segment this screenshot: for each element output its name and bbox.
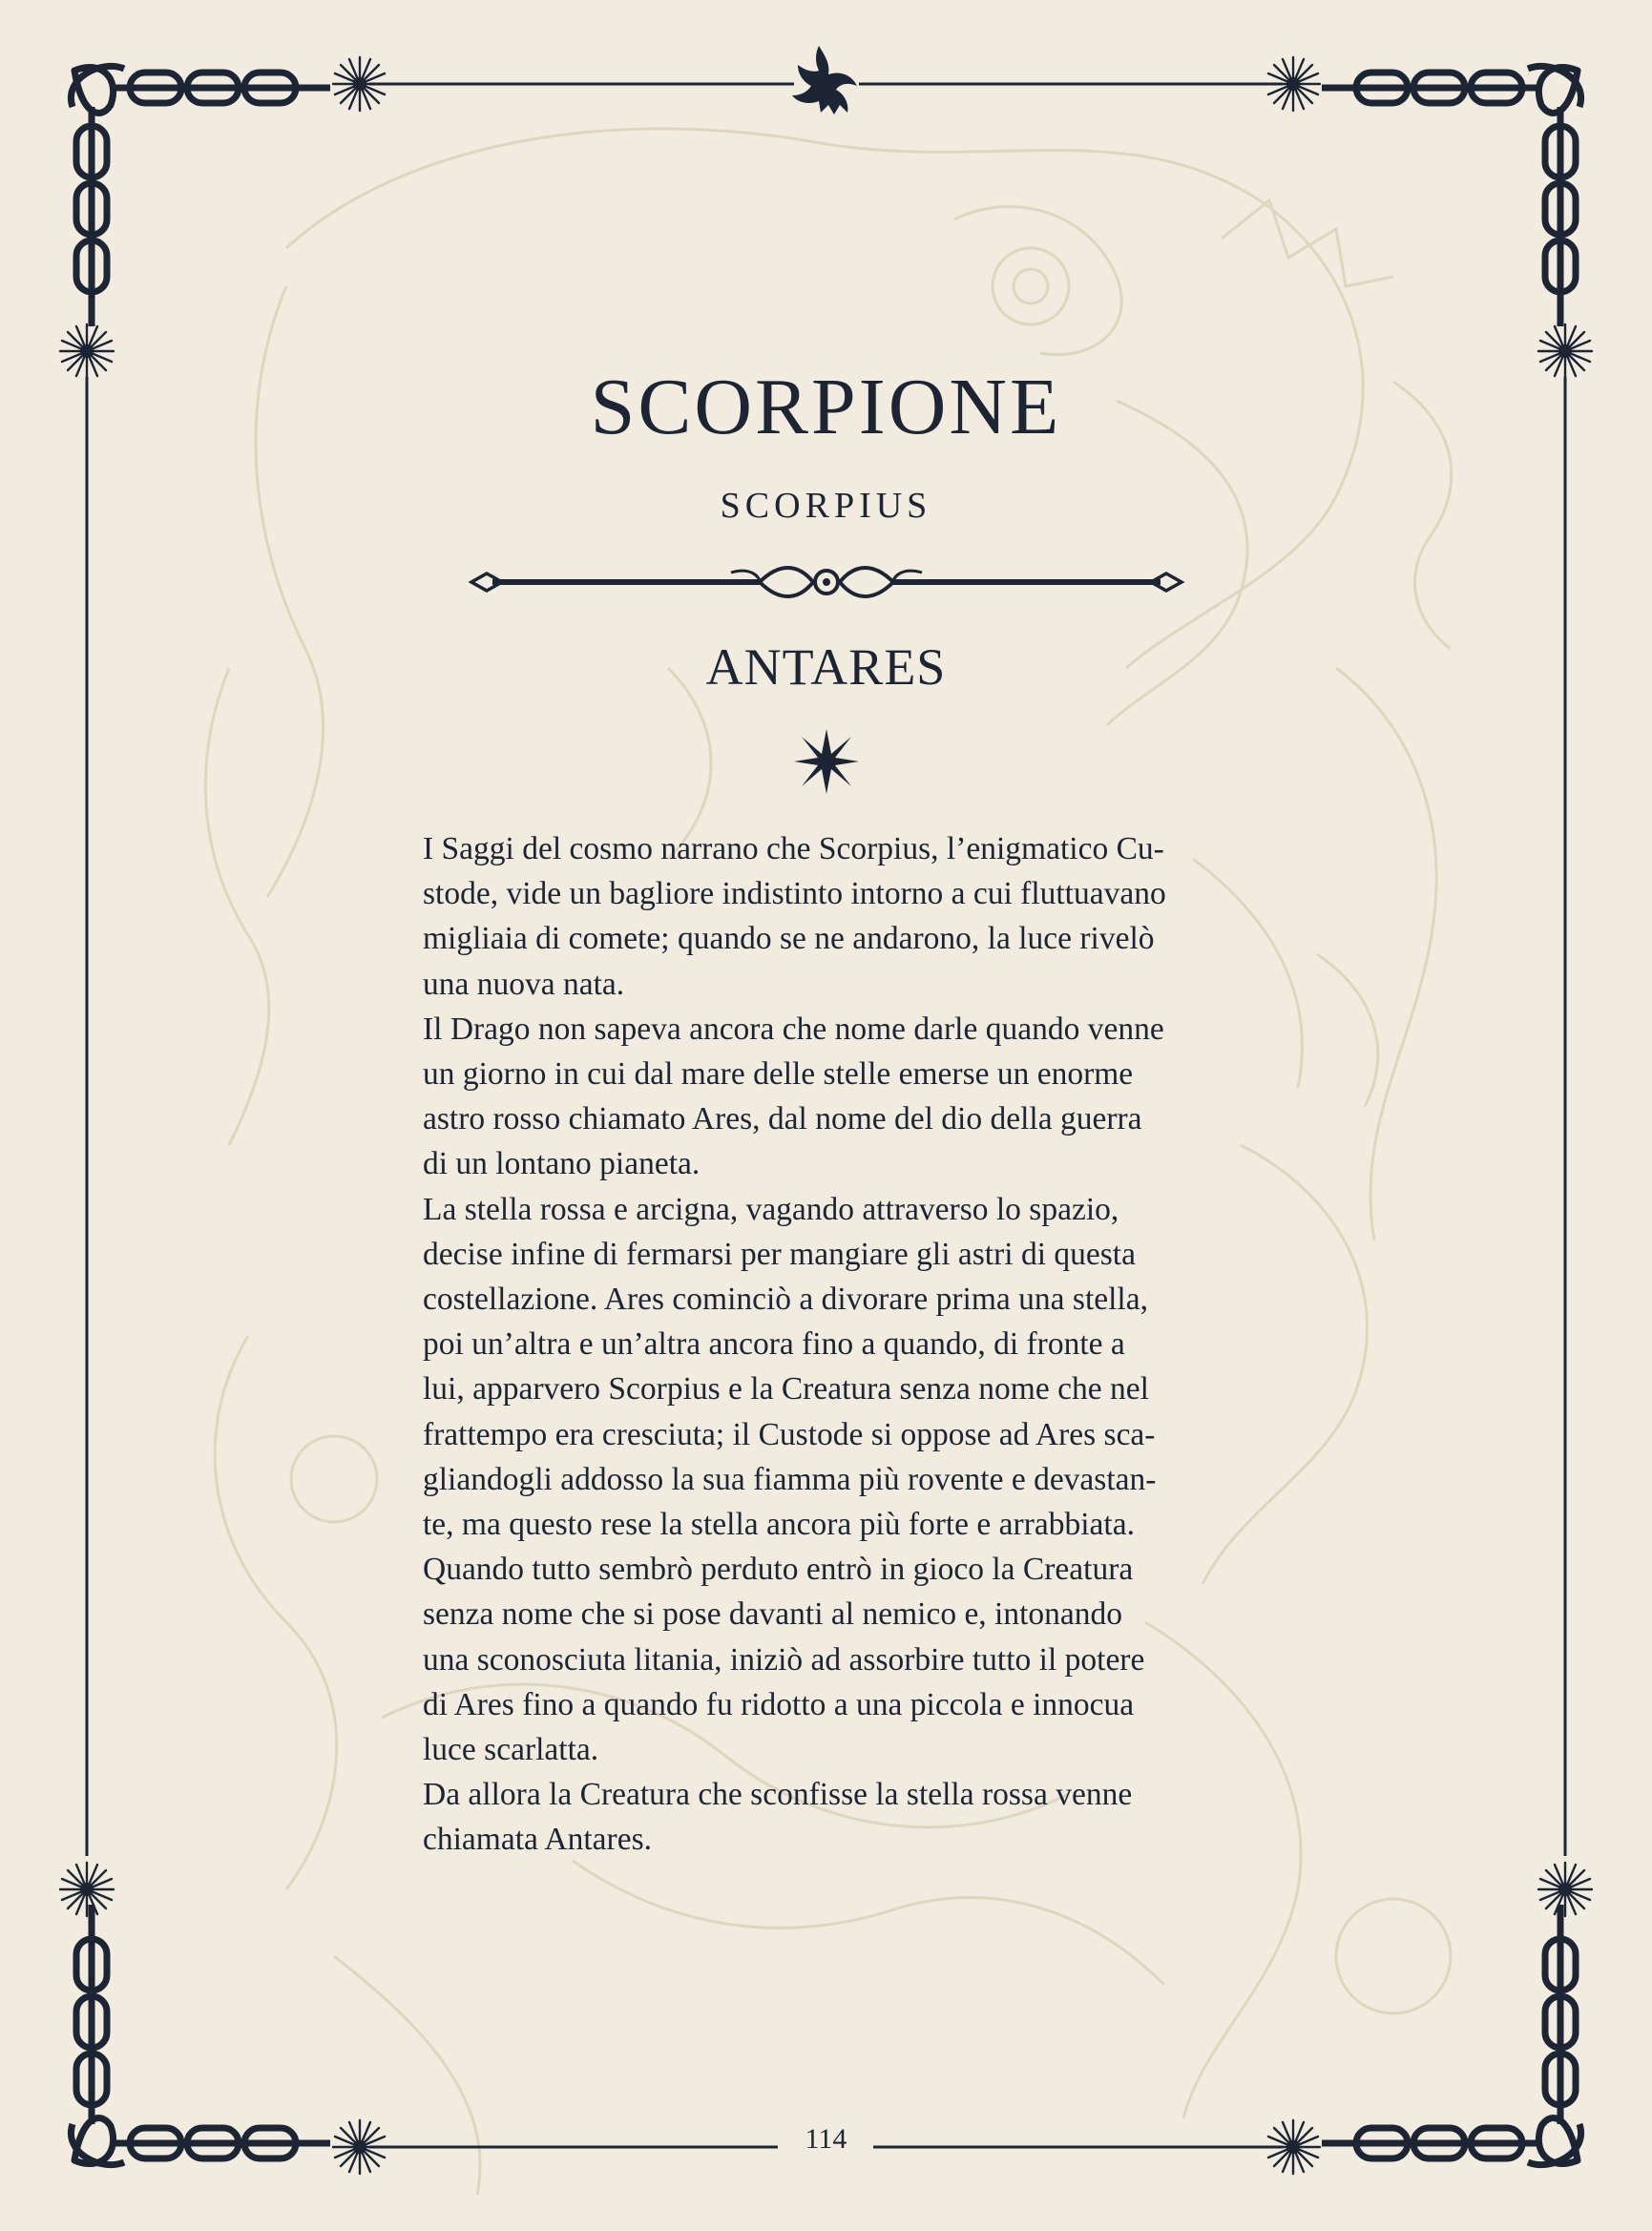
text-line: te, ma questo rese la stella ancora più forte e arrabbiata. [423, 1507, 1135, 1543]
text-line: gliandogli addosso la sua fiamma più rovente e devastan- [423, 1461, 1157, 1497]
text-line: luce scarlatta. [423, 1732, 599, 1768]
text-line: migliaia di comete; quando se ne andarono, la luce rivelò [423, 921, 1155, 957]
text-line: I Saggi del cosmo narrano che Scorpius, l’enigmatico Cu- [423, 831, 1164, 866]
text-line: astro rosso chiamato Ares, dal nome del dio della guerra [423, 1101, 1142, 1137]
text-line: una nuova nata. [423, 966, 625, 1002]
text-line: Quando tutto sembrò perduto entrò in gioco la Creatura [423, 1552, 1134, 1588]
text-line: una sconosciuta litania, iniziò ad assorbire tutto il potere [423, 1641, 1145, 1678]
text-line: costellazione. Ares cominciò a divorare prima una stella, [423, 1282, 1148, 1318]
story-text [423, 826, 1244, 1863]
page-title: SCORPIONE [590, 363, 1062, 451]
text-line: chiamata Antares. [423, 1822, 652, 1858]
text-line: Da allora la Creatura che sconfisse la stella rossa venne [423, 1777, 1133, 1813]
eight-point-star-icon [794, 729, 859, 794]
ornamental-divider [471, 568, 1181, 596]
text-line: stode, vide un bagliore indistinto intorno a cui fluttuavano [423, 876, 1166, 912]
text-line: di un lontano pianeta. [423, 1146, 701, 1182]
text-line: frattempo era cresciuta; il Custode si oppose ad Ares sca- [423, 1416, 1156, 1452]
dragon-icon [792, 46, 857, 115]
text-line: un giorno in cui dal mare delle stelle emerse un enorme [423, 1056, 1134, 1093]
text-line: La stella rossa e arcigna, vagando attraverso lo spazio, [423, 1191, 1119, 1227]
text-line: Il Drago non sapeva ancora che nome darle quando venne [423, 1011, 1164, 1047]
text-line: di Ares fino a quando fu ridotto a una piccola e innocua [423, 1686, 1135, 1722]
constellation-latin-name: SCORPIUS [720, 486, 932, 526]
text-line: lui, apparvero Scorpius e la Creatura senza nome che nel [423, 1371, 1149, 1407]
text-line: decise infine di fermarsi per mangiare gli astri di questa [423, 1236, 1136, 1272]
text-line: poi un’altra e un’altra ancora fino a quando, di fronte a [423, 1326, 1125, 1363]
text-line: senza nome che si pose davanti al nemico e, intonando [423, 1596, 1123, 1633]
star-name-heading: ANTARES [705, 638, 947, 696]
page-number: 114 [0, 2123, 1652, 2156]
